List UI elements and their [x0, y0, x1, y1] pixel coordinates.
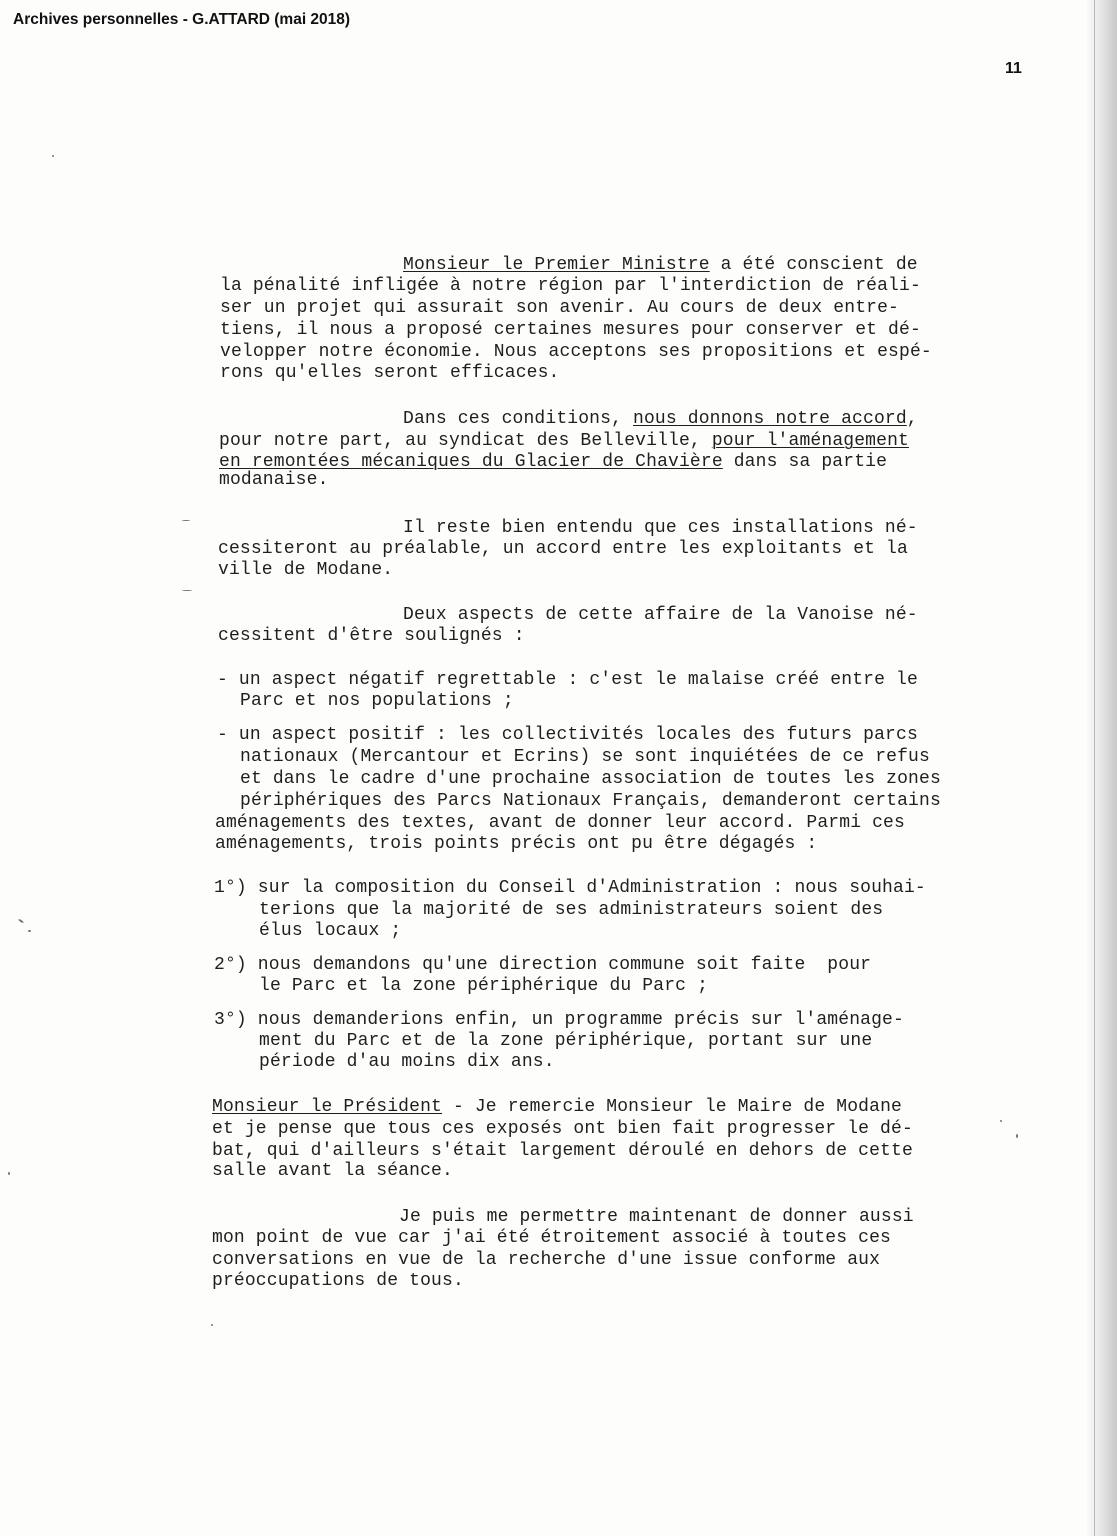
point-2-line-1: 2°) nous demandons qu'une direction commune soit faite pour	[214, 955, 872, 975]
archive-label: Archives personnelles - G.ATTARD (mai 2018)	[13, 11, 351, 28]
bullet-2-line-3: et dans le cadre d'une prochaine association de toutes les zones	[240, 769, 941, 789]
scan-edge-shadow	[1087, 0, 1117, 1536]
p5-line-3: bat, qui d'ailleurs s'était largement déroulé en dehors de cette	[212, 1141, 913, 1161]
point-2-line-2: le Parc et la zone périphérique du Parc ;	[259, 976, 709, 996]
point-3-line-3: période d'au moins dix ans.	[259, 1052, 555, 1072]
p3-line-2: cessiteront au préalable, un accord entre les exploitants et la	[218, 539, 908, 559]
p5-line-2: et je pense que tous ces exposés ont bien fait progresser le dé-	[212, 1119, 913, 1139]
amenagement-underlined: pour l'aménagement	[711, 431, 909, 451]
p4-line-2: cessitent d'être soulignés :	[218, 626, 525, 646]
scan-speck	[52, 155, 54, 157]
bullet-2-line-1: - un aspect positif : les collectivités locales des futurs parcs	[217, 725, 918, 745]
p2-line-4: modanaise.	[219, 470, 329, 490]
p1-line-1: Monsieur le Premier Ministre a été conscient de	[403, 255, 918, 275]
scan-edge-line	[1094, 0, 1095, 1536]
scan-speck	[1000, 1120, 1002, 1122]
p2-line-3: en remontées mécaniques du Glacier de Chavière dans sa partie	[219, 452, 888, 472]
bullet-1-line-2: Parc et nos populations ;	[240, 691, 514, 711]
premier-ministre-underlined: Monsieur le Premier Ministre	[403, 255, 710, 275]
p1-line-2: la pénalité infligée à notre région par l'interdiction de réali-	[220, 276, 921, 296]
page-number: 11	[1005, 60, 1022, 77]
scan-speck	[1016, 1134, 1018, 1138]
p6-line-2: mon point de vue car j'ai été étroitement associé à toutes ces	[212, 1228, 892, 1248]
p6-line-4: préoccupations de tous.	[212, 1271, 464, 1291]
point-1-line-3: élus locaux ;	[259, 921, 402, 941]
p3-line-3: ville de Modane.	[218, 560, 394, 580]
p1-line-4: tiens, il nous a proposé certaines mesures pour conserver et dé-	[220, 320, 921, 340]
p1-line-3: ser un projet qui assurait son avenir. Au cours de deux entre-	[220, 298, 900, 318]
accord-underlined: nous donnons notre accord	[633, 409, 907, 429]
scan-speck	[182, 590, 192, 591]
bullet-2-line-5: aménagements des textes, avant de donner leur accord. Parmi ces	[215, 813, 905, 833]
p5-line-4: salle avant la séance.	[212, 1161, 453, 1181]
point-3-line-2: ment du Parc et de la zone périphérique, portant sur une	[259, 1031, 873, 1051]
bullet-2-line-4: périphériques des Parcs Nationaux Français, demanderont certains	[240, 791, 941, 811]
p6-line-1: Je puis me permettre maintenant de donner aussi	[399, 1207, 914, 1227]
p3-line-1: Il reste bien entendu que ces installations né-	[403, 518, 918, 538]
p6-line-3: conversations en vue de la recherche d'une issue conforme aux	[212, 1250, 881, 1270]
bullet-1-line-1: - un aspect négatif regrettable : c'est le malaise créé entre le	[217, 670, 918, 690]
bullet-2-line-2: nationaux (Mercantour et Ecrins) se sont inquiétées de ce refus	[240, 747, 930, 767]
president-underlined: Monsieur le Président	[212, 1097, 442, 1117]
p1-line-5: velopper notre économie. Nous acceptons ses propositions et espé-	[220, 342, 932, 362]
scan-speck	[211, 1324, 213, 1326]
p5-line-1: Monsieur le Président - Je remercie Monsieur le Maire de Modane	[212, 1097, 902, 1117]
scan-speck	[28, 930, 31, 932]
scan-speck	[18, 918, 24, 923]
bullet-2-line-6: aménagements, trois points précis ont pu être dégagés :	[215, 834, 818, 854]
point-3-line-1: 3°) nous demanderions enfin, un programme précis sur l'aménage-	[214, 1010, 904, 1030]
scan-speck	[8, 1172, 10, 1175]
p2-line-2: pour notre part, au syndicat des Belleville, pour l'aménagement	[219, 431, 909, 451]
point-1-line-2: terions que la majorité de ses administrateurs soient des	[259, 900, 884, 920]
p2-line-1: Dans ces conditions, nous donnons notre accord,	[403, 409, 918, 429]
p4-line-1: Deux aspects de cette affaire de la Vanoise né-	[403, 605, 918, 625]
scan-speck	[182, 520, 190, 521]
glacier-underlined: en remontées mécaniques du Glacier de Chavière	[219, 452, 723, 472]
point-1-line-1: 1°) sur la composition du Conseil d'Administration : nous souhai-	[214, 878, 926, 898]
p1-line-6: rons qu'elles seront efficaces.	[220, 363, 560, 383]
